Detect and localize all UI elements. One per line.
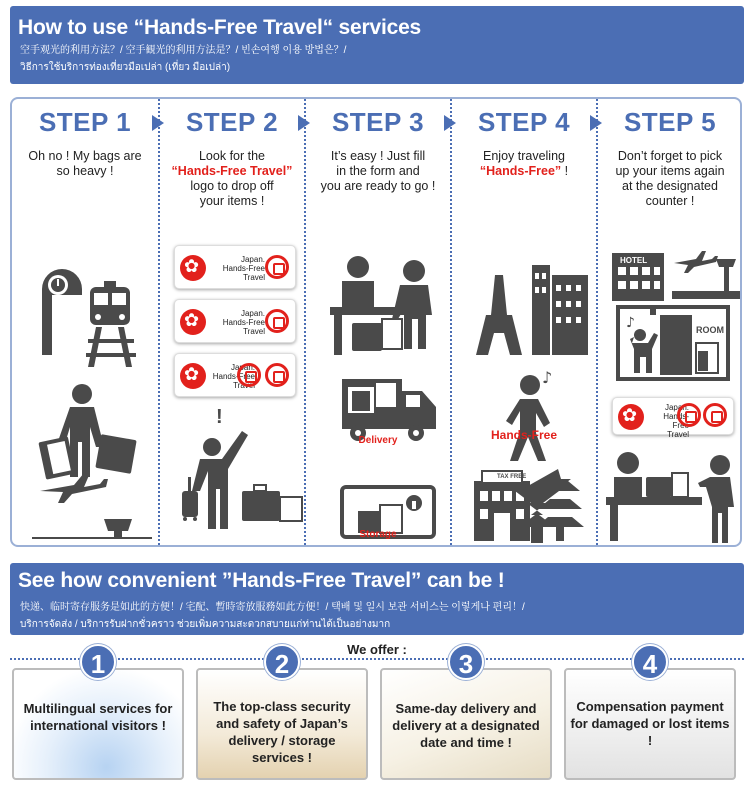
logo-text <box>211 309 265 336</box>
person-pointing-icon <box>203 438 221 456</box>
exclamation-icon: ! <box>216 406 223 428</box>
step-3-desc <box>310 149 446 194</box>
logo-text-line: Hands-Free <box>212 372 255 381</box>
counter-icon <box>330 307 426 315</box>
logo-text-line: Japan. <box>240 309 265 318</box>
step-3-title: STEP 3 <box>331 107 425 137</box>
logo-text-line: Japan. <box>230 363 255 372</box>
step-4-desc-highlight: “Hands-Free” <box>479 164 562 178</box>
step-4 <box>450 99 596 545</box>
logo-text <box>211 255 265 282</box>
section-subtitle-1: 快递、临时寄存服务是如此的方便！/ 宅配、暫時寄放服務如此方便！/ 택배 및 일시 보관 서비스는 이렇게나 편리！/ <box>20 602 525 613</box>
step-5-title: STEP 5 <box>623 107 717 137</box>
logo-text-line: Travel <box>233 381 255 390</box>
step-1-desc <box>16 149 154 179</box>
section-banner <box>10 563 744 635</box>
hands-free-logo-card <box>612 397 734 439</box>
tax-free-sign: TAX FREE <box>497 474 527 480</box>
step-2-illustration <box>160 405 306 535</box>
music-note-icon: ♪ <box>542 368 553 387</box>
customer-icon <box>403 260 425 282</box>
offer-card-4 <box>564 668 736 780</box>
offer-text: Same-day delivery and delivery at a designated date and time ! <box>392 701 540 750</box>
step-3-desc-line: in the form and <box>336 164 420 178</box>
storage-label: Storage <box>359 529 397 540</box>
cherry-blossom-icon <box>180 309 206 335</box>
logo-text-line: Hands-Free <box>222 264 265 273</box>
logo-text-line: Travel <box>243 327 265 336</box>
airplane-icon <box>674 251 718 273</box>
step-1-desc-line: so heavy ! <box>56 164 114 178</box>
steps-panel <box>10 97 742 547</box>
music-note-icon: ♪ <box>626 315 635 331</box>
logo-text-line: Hands-Free <box>663 412 689 430</box>
hands-free-logo-card <box>174 299 296 343</box>
step-4-desc-suffix: ! <box>561 164 569 178</box>
train-icon <box>90 287 130 325</box>
step-1-illustration <box>12 239 158 539</box>
step-1-desc-line: Oh no ! My bags are <box>28 149 142 163</box>
bag-icon <box>280 497 302 521</box>
step-1-title: STEP 1 <box>38 107 132 137</box>
step-2-desc-line: your items ! <box>199 194 265 208</box>
happy-traveler-icon <box>520 375 540 395</box>
header-banner <box>10 6 744 84</box>
counter-staff-icon <box>347 256 369 278</box>
offer-number-badge: 3 <box>448 644 484 680</box>
hands-free-label: Hands-Free <box>490 428 558 442</box>
offer-number-badge: 4 <box>632 644 668 680</box>
step-5-desc-line: at the designated <box>622 179 718 193</box>
hands-free-logo-card <box>174 245 296 289</box>
hands-free-logo-card <box>174 353 296 397</box>
step-3-desc-line: you are ready to go ! <box>320 179 436 193</box>
luggage-logo-icon <box>237 363 261 387</box>
logo-text-line: Travel <box>243 273 265 282</box>
step-4-title: STEP 4 <box>477 107 571 137</box>
luggage-logo-icon <box>265 255 289 279</box>
cherry-blossom-icon <box>180 255 206 281</box>
step-5-desc-line: up your items again <box>615 164 725 178</box>
step-1 <box>12 99 158 545</box>
section-title: See how convenient ”Hands-Free Travel” can be ! <box>18 569 505 592</box>
offer-text: The top-class security and safety of Japan’s delivery / storage services ! <box>213 699 351 765</box>
header-subtitle-1: 空手观光的利用方法？/ 空手観光的利用方法是？/ 빈손여행 이용 방법은？/ <box>20 45 347 56</box>
offer-text: Compensation payment for damaged or lost items ! <box>570 699 730 748</box>
room-sign: ROOM <box>696 325 724 335</box>
step-2-desc <box>164 149 300 209</box>
hotel-sign: HOTEL <box>620 256 648 265</box>
offer-card-3 <box>380 668 552 780</box>
luggage-logo-icon <box>703 403 727 427</box>
suitcase-icon <box>242 491 280 521</box>
logo-text-line: Japan. <box>664 403 689 412</box>
step-3-desc-line: It’s easy ! Just fill <box>330 149 426 163</box>
step-5-illustration <box>598 245 744 545</box>
step-2-desc-line: logo to drop off <box>190 179 274 193</box>
step-5-desc-line: counter ! <box>645 194 695 208</box>
step-3 <box>304 99 450 545</box>
step-2-title: STEP 2 <box>185 107 279 137</box>
step-5-desc-line: Don’t forget to pick <box>617 149 723 163</box>
step-5-desc <box>602 149 738 209</box>
step-2-desc-line: Look for the <box>198 149 265 163</box>
cherry-blossom-icon <box>180 363 206 389</box>
tokyo-tower-icon <box>476 245 522 355</box>
step-4-desc-line: Enjoy traveling <box>483 149 565 163</box>
section-subtitle-2: บริการจัดส่ง / บริการรับฝากชั่วคราว ช่วยเพิ่มความสะดวกสบายแก่ท่านได้เป็นอย่างมาก <box>20 619 391 630</box>
offer-label: We offer : <box>347 642 407 657</box>
logo-text-line: Travel <box>667 430 689 439</box>
logo-text-line: Japan. <box>240 255 265 264</box>
counter-staff-icon <box>617 452 639 474</box>
offer-text: Multilingual services for international visitors ! <box>23 701 173 733</box>
offer-card-1 <box>12 668 184 780</box>
customer-icon <box>710 455 730 475</box>
tired-person-icon <box>72 384 92 404</box>
luggage-logo-icon <box>265 363 289 387</box>
control-tower-icon <box>724 265 729 293</box>
step-3-illustration <box>306 255 452 545</box>
cherry-blossom-icon <box>618 404 644 430</box>
luggage-logo-icon <box>677 403 701 427</box>
pickup-counter-icon <box>606 497 702 505</box>
rolling-suitcase-icon <box>182 491 198 517</box>
step-5 <box>596 99 742 545</box>
offer-number-badge: 1 <box>80 644 116 680</box>
delivery-label: Delivery <box>358 435 398 446</box>
offer-card-2 <box>196 668 368 780</box>
luggage-logo-icon <box>265 309 289 333</box>
offer-number-badge: 2 <box>264 644 300 680</box>
step-2-desc-highlight: “Hands-Free Travel” <box>171 164 293 178</box>
header-subtitle-2: วิธีการใช้บริการท่องเที่ยวมือเปล่า (เที่ยว มือเปล่า) <box>20 62 231 73</box>
step-4-desc <box>456 149 592 179</box>
skyscraper-icon <box>532 265 550 355</box>
logo-text-line: Hands-Free <box>222 318 265 327</box>
step-4-illustration <box>452 245 598 545</box>
step-2 <box>158 99 304 545</box>
page-title: How to use “Hands-Free Travel“ services <box>18 16 422 39</box>
